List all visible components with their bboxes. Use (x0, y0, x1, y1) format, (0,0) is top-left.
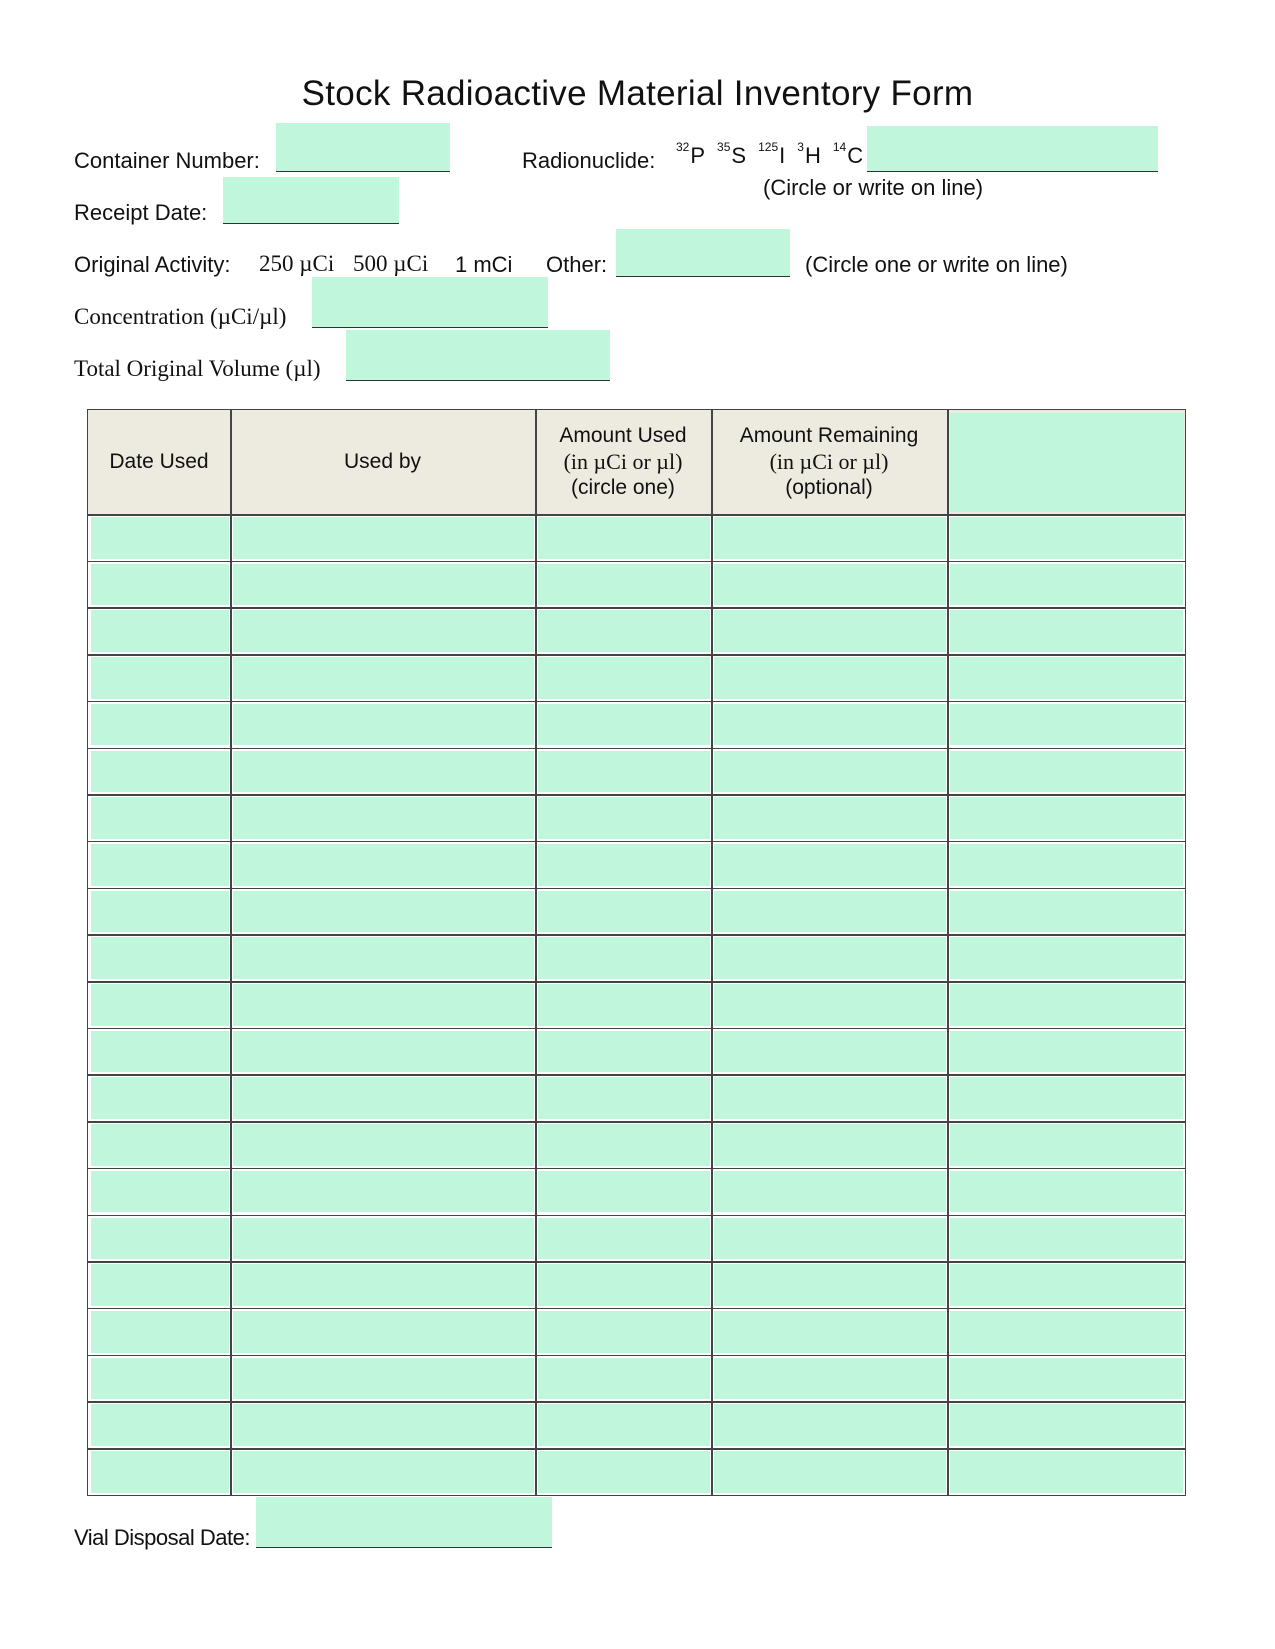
cell-amount-remaining[interactable] (714, 1218, 946, 1260)
column-divider (230, 410, 232, 1495)
concentration-label: Concentration (µCi/µl) (74, 304, 287, 329)
receipt-date-field[interactable] (223, 177, 399, 224)
cell-amount-remaining[interactable] (714, 1451, 946, 1493)
cell-used-by[interactable] (233, 751, 534, 793)
cell-date-used[interactable] (91, 891, 229, 933)
cell-extra[interactable] (950, 657, 1183, 699)
cell-used-by[interactable] (233, 704, 534, 746)
nuclide-option-c14[interactable]: $^{14}$C (832, 140, 864, 168)
row-divider (88, 1168, 1185, 1170)
cell-amount-used[interactable] (538, 1404, 710, 1446)
vial-disposal-label: Vial Disposal Date: (74, 1525, 250, 1550)
cell-amount-remaining[interactable] (714, 1171, 946, 1213)
cell-extra[interactable] (950, 1124, 1183, 1166)
total-volume-label: Total Original Volume (µl) (74, 356, 321, 381)
cell-amount-used[interactable] (538, 610, 710, 652)
column-divider (711, 410, 713, 1495)
cell-amount-remaining[interactable] (714, 797, 946, 839)
cell-amount-remaining[interactable] (714, 704, 946, 746)
cell-extra[interactable] (950, 1077, 1183, 1119)
radionuclide-hint: (Circle or write on line) (763, 175, 984, 200)
cell-extra[interactable] (950, 1171, 1183, 1213)
cell-date-used[interactable] (91, 1124, 229, 1166)
cell-used-by[interactable] (233, 564, 534, 606)
cell-used-by[interactable] (233, 1264, 534, 1306)
cell-used-by[interactable] (233, 657, 534, 699)
cell-date-used[interactable] (91, 517, 229, 559)
cell-date-used[interactable] (91, 1031, 229, 1073)
cell-amount-remaining[interactable] (714, 1077, 946, 1119)
header-amount-remaining: Amount Remaining (in µCi or µl) (optional) (739, 424, 919, 499)
cell-extra[interactable] (950, 1404, 1183, 1446)
cell-amount-remaining[interactable] (714, 1124, 946, 1166)
cell-amount-remaining[interactable] (714, 1358, 946, 1400)
vial-disposal-field[interactable] (256, 1497, 552, 1548)
cell-extra[interactable] (950, 891, 1183, 933)
other-activity-label: Other: (546, 252, 608, 277)
cell-amount-remaining[interactable] (714, 1264, 946, 1306)
cell-amount-remaining[interactable] (714, 891, 946, 933)
cell-used-by[interactable] (233, 1171, 534, 1213)
cell-amount-used[interactable] (538, 937, 710, 979)
row-divider (88, 1401, 1185, 1403)
cell-used-by[interactable] (233, 1451, 534, 1493)
row-divider (88, 1308, 1185, 1310)
cell-used-by[interactable] (233, 1218, 534, 1260)
nuclide-option-i125[interactable]: $^{125}$I (758, 140, 786, 168)
row-divider (88, 607, 1185, 609)
cell-amount-used[interactable] (538, 1264, 710, 1306)
cell-extra[interactable] (950, 751, 1183, 793)
row-divider (88, 934, 1185, 936)
cell-amount-remaining[interactable] (714, 937, 946, 979)
cell-amount-used[interactable] (538, 1218, 710, 1260)
cell-date-used[interactable] (91, 751, 229, 793)
cell-date-used[interactable] (91, 657, 229, 699)
cell-amount-remaining[interactable] (714, 751, 946, 793)
column-divider (947, 410, 949, 1495)
cell-date-used[interactable] (91, 704, 229, 746)
radionuclide-field[interactable] (867, 126, 1158, 172)
cell-amount-used[interactable] (538, 1358, 710, 1400)
row-divider (88, 1074, 1185, 1076)
cell-date-used[interactable] (91, 610, 229, 652)
cell-used-by[interactable] (233, 610, 534, 652)
original-activity-label: Original Activity: (74, 252, 231, 277)
cell-extra[interactable] (950, 1311, 1183, 1353)
cell-extra[interactable] (950, 1451, 1183, 1493)
cell-date-used[interactable] (91, 1358, 229, 1400)
row-divider (88, 888, 1185, 890)
cell-extra[interactable] (950, 1031, 1183, 1073)
row-divider (88, 654, 1185, 656)
cell-used-by[interactable] (233, 1124, 534, 1166)
cell-used-by[interactable] (233, 1404, 534, 1446)
cell-date-used[interactable] (91, 984, 229, 1026)
cell-extra[interactable] (950, 984, 1183, 1026)
cell-extra[interactable] (950, 937, 1183, 979)
cell-used-by[interactable] (233, 891, 534, 933)
cell-amount-remaining[interactable] (714, 1311, 946, 1353)
row-divider (88, 1261, 1185, 1263)
header-extra-field[interactable] (950, 413, 1184, 512)
cell-amount-remaining[interactable] (714, 844, 946, 886)
cell-date-used[interactable] (91, 1218, 229, 1260)
header-date-used: Date Used (109, 450, 209, 473)
cell-extra[interactable] (950, 704, 1183, 746)
cell-amount-remaining[interactable] (714, 1404, 946, 1446)
cell-date-used[interactable] (91, 1404, 229, 1446)
cell-used-by[interactable] (233, 517, 534, 559)
cell-amount-used[interactable] (538, 1031, 710, 1073)
row-divider (88, 1028, 1185, 1030)
receipt-date-label: Receipt Date: (74, 200, 208, 225)
header-amount-used: Amount Used (in µCi or µl) (circle one) (559, 424, 687, 499)
cell-amount-remaining[interactable] (714, 517, 946, 559)
row-divider (88, 561, 1185, 563)
nuclide-option-s35[interactable]: $^{35}$S (717, 140, 747, 168)
radionuclide-label: Radionuclide: (522, 148, 656, 173)
cell-extra[interactable] (950, 1218, 1183, 1260)
row-divider (88, 701, 1185, 703)
row-divider (88, 981, 1185, 983)
cell-amount-used[interactable] (538, 1124, 710, 1166)
row-divider (88, 1121, 1185, 1123)
cell-amount-used[interactable] (538, 1171, 710, 1213)
row-divider (88, 1355, 1185, 1357)
cell-used-by[interactable] (233, 797, 534, 839)
page-title: Stock Radioactive Material Inventory Form (301, 74, 974, 113)
cell-amount-remaining[interactable] (714, 657, 946, 699)
header-used-by: Used by (343, 450, 422, 473)
cell-amount-used[interactable] (538, 564, 710, 606)
radionuclide-options[interactable] (676, 140, 863, 169)
cell-amount-used[interactable] (538, 1311, 710, 1353)
cell-amount-remaining[interactable] (714, 984, 946, 1026)
cell-date-used[interactable] (91, 1171, 229, 1213)
cell-used-by[interactable] (233, 984, 534, 1026)
nuclide-option-p32[interactable]: $^{32}$P (676, 140, 706, 168)
activity-option-500uci[interactable]: 500 µCi (353, 251, 429, 276)
cell-amount-remaining[interactable] (714, 1031, 946, 1073)
cell-date-used[interactable] (91, 1311, 229, 1353)
table-header-row (88, 410, 1185, 514)
row-divider (88, 748, 1185, 750)
activity-hint: (Circle one or write on line) (805, 252, 1068, 277)
container-number-field[interactable] (276, 123, 450, 172)
cell-amount-used[interactable] (538, 1451, 710, 1493)
cell-extra[interactable] (950, 1264, 1183, 1306)
total-volume-field[interactable] (346, 330, 610, 381)
concentration-field[interactable] (312, 277, 548, 328)
cell-amount-remaining[interactable] (714, 610, 946, 652)
cell-used-by[interactable] (233, 1358, 534, 1400)
cell-extra[interactable] (950, 797, 1183, 839)
cell-extra[interactable] (950, 564, 1183, 606)
cell-extra[interactable] (950, 610, 1183, 652)
column-divider (535, 410, 537, 1495)
cell-used-by[interactable] (233, 1031, 534, 1073)
other-activity-field[interactable] (616, 229, 790, 277)
cell-amount-used[interactable] (538, 517, 710, 559)
container-number-label: Container Number: (74, 148, 260, 173)
cell-used-by[interactable] (233, 1311, 534, 1353)
cell-amount-used[interactable] (538, 891, 710, 933)
cell-extra[interactable] (950, 844, 1183, 886)
cell-amount-used[interactable] (538, 704, 710, 746)
cell-used-by[interactable] (233, 1077, 534, 1119)
cell-date-used[interactable] (91, 937, 229, 979)
activity-option-1mci[interactable]: 1 mCi (455, 252, 513, 277)
cell-amount-used[interactable] (538, 1077, 710, 1119)
cell-amount-used[interactable] (538, 844, 710, 886)
cell-date-used[interactable] (91, 1451, 229, 1493)
cell-amount-used[interactable] (538, 797, 710, 839)
cell-date-used[interactable] (91, 1077, 229, 1119)
cell-amount-remaining[interactable] (714, 564, 946, 606)
cell-used-by[interactable] (233, 937, 534, 979)
cell-amount-used[interactable] (538, 657, 710, 699)
activity-option-250uci[interactable]: 250 µCi (259, 251, 335, 276)
cell-date-used[interactable] (91, 844, 229, 886)
cell-extra[interactable] (950, 517, 1183, 559)
row-divider (88, 1448, 1185, 1450)
cell-date-used[interactable] (91, 1264, 229, 1306)
usage-table (87, 409, 1186, 1496)
cell-date-used[interactable] (91, 797, 229, 839)
row-divider (88, 1215, 1185, 1217)
cell-date-used[interactable] (91, 564, 229, 606)
cell-amount-used[interactable] (538, 751, 710, 793)
cell-extra[interactable] (950, 1358, 1183, 1400)
nuclide-option-h3[interactable]: $^3$H (797, 140, 821, 168)
row-divider (88, 514, 1185, 516)
cell-used-by[interactable] (233, 844, 534, 886)
row-divider (88, 794, 1185, 796)
row-divider (88, 841, 1185, 843)
cell-amount-used[interactable] (538, 984, 710, 1026)
